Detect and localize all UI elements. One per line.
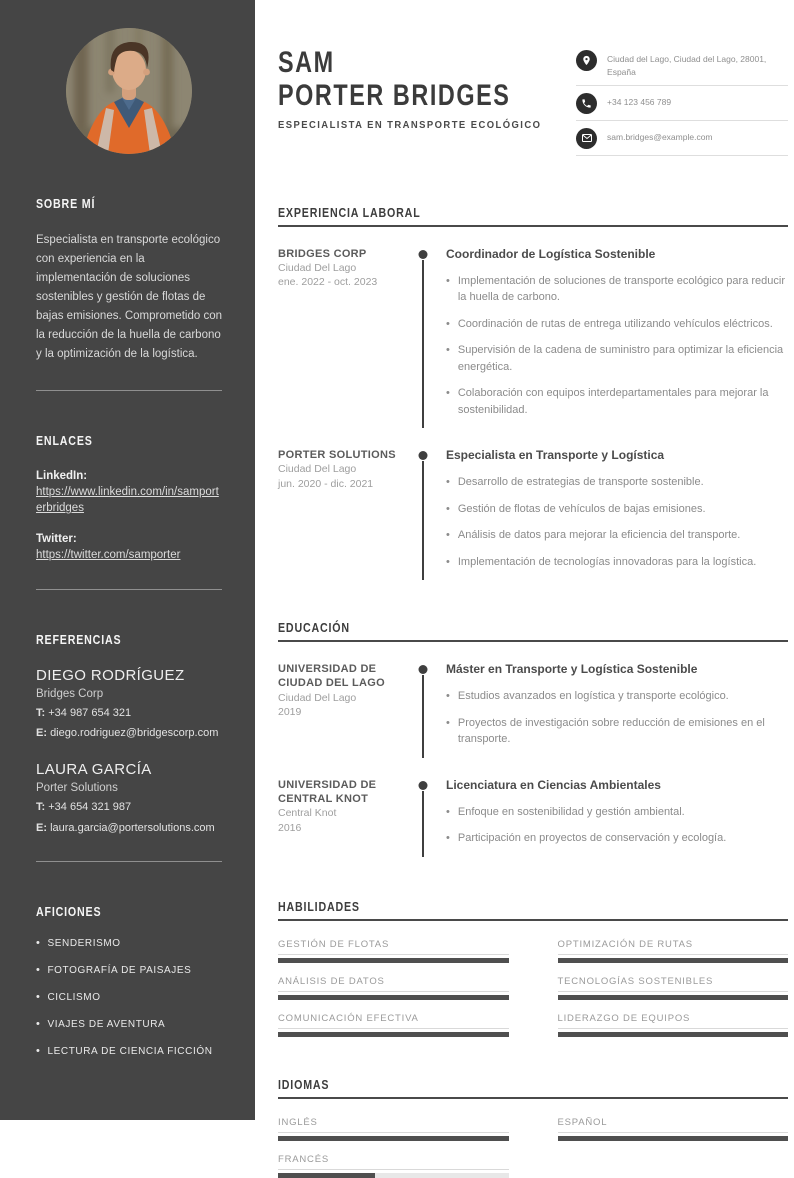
links-heading-text: ENLACES <box>36 432 93 448</box>
language-label: INGLÉS <box>278 1117 509 1133</box>
contact-row-location <box>576 50 788 86</box>
about-heading <box>36 196 222 211</box>
degree-title: Máster en Transporte y Logística Sostenible <box>446 662 698 676</box>
twitter-link[interactable]: https://twitter.com/samporter <box>36 548 181 561</box>
hobbies-heading-text: AFICIONES <box>36 903 102 919</box>
name-block <box>278 46 576 163</box>
reference-company: Porter Solutions <box>36 782 118 795</box>
email-value: diego.rodriguez@bridgescorp.com <box>50 727 219 740</box>
skill-bar-fill <box>558 995 789 1000</box>
skill-bar-fill <box>278 995 509 1000</box>
first-name <box>278 46 576 79</box>
job-bullet <box>446 554 788 571</box>
graduation-year: 2019 <box>278 706 302 719</box>
skill-bar-fill <box>278 958 509 963</box>
degree-bullets <box>446 804 788 847</box>
job-title: Coordinador de Logística Sostenible <box>446 246 656 261</box>
sidebar-divider <box>36 390 222 391</box>
languages-section <box>278 1077 788 1178</box>
language-meter <box>278 1117 509 1141</box>
skill-bar-fill <box>558 958 789 963</box>
timeline-dot-icon <box>419 781 428 790</box>
language-meter <box>278 1154 509 1178</box>
skills-heading-text: HABILIDADES <box>278 898 360 914</box>
sidebar-divider <box>36 861 222 862</box>
last-name <box>278 79 576 112</box>
experience-entry-details <box>431 448 788 580</box>
reference-item <box>36 761 222 836</box>
phone-value: +34 654 321 987 <box>48 801 132 814</box>
twitter-label: Twitter: <box>36 532 77 545</box>
skill-meter <box>278 976 509 1000</box>
timeline <box>415 247 431 429</box>
hobby-item <box>36 964 222 976</box>
avatar <box>66 28 192 154</box>
language-bar-fill <box>278 1136 509 1141</box>
sidebar <box>0 0 255 1120</box>
job-bullet <box>446 474 788 491</box>
hobby-label: • LECTURA DE CIENCIA FICCIÓN <box>47 1045 213 1057</box>
job-subtitle <box>278 119 576 131</box>
hobby-label: • FOTOGRAFÍA DE PAISAJES <box>47 964 192 976</box>
job-bullet <box>446 385 788 418</box>
graduation-year: 2016 <box>278 821 302 834</box>
location-pin-icon <box>576 50 597 71</box>
bullet-text: • Participación en proyectos de conservación y ecología. <box>457 832 727 844</box>
skill-bar-fill <box>558 1032 789 1037</box>
skill-bar <box>558 958 789 963</box>
skill-label: ANÁLISIS DE DATOS <box>278 976 509 992</box>
hobby-label: • CICLISMO <box>47 991 101 1003</box>
linkedin-link[interactable]: https://www.linkedin.com/in/samporterbridges <box>36 485 219 515</box>
company-location: Ciudad Del Lago <box>278 463 357 476</box>
skill-meter <box>558 1013 789 1037</box>
degree-bullet <box>446 804 788 821</box>
education-entry <box>278 758 788 863</box>
language-bar-fill <box>558 1136 789 1141</box>
skills-section-header <box>278 899 788 921</box>
experience-heading-text: EXPERIENCIA LABORAL <box>278 204 421 220</box>
job-bullet <box>446 527 788 544</box>
language-meter <box>558 1117 789 1141</box>
reference-email <box>36 726 222 741</box>
about-heading-text: SOBRE MÍ <box>36 196 96 211</box>
timeline-dot-icon <box>419 250 428 259</box>
bullet-text: • Supervisión de la cadena de suministro para optimizar la eficiencia energética. <box>457 344 784 373</box>
timeline <box>415 448 431 580</box>
bullet-text: • Enfoque en sostenibilidad y gestión ambiental. <box>457 805 685 818</box>
hobby-item <box>36 1045 222 1057</box>
degree-title: Licenciatura en Ciencias Ambientales <box>446 777 661 792</box>
degree-bullet <box>446 830 788 847</box>
timeline-dot-icon <box>419 451 428 460</box>
phone-value: +34 987 654 321 <box>48 706 132 719</box>
education-entry-details <box>431 778 788 857</box>
last-name-text: PORTER BRIDGES <box>278 79 511 112</box>
header <box>278 46 788 163</box>
phone-label: T: <box>36 801 46 814</box>
experience-entry-meta <box>278 247 415 429</box>
job-bullet <box>446 316 788 333</box>
sidebar-divider <box>36 589 222 590</box>
language-bar <box>278 1173 509 1178</box>
hobbies-list <box>36 937 222 1057</box>
first-name-text: SAM <box>278 46 335 79</box>
reference-item <box>36 667 222 742</box>
school-location: Ciudad Del Lago <box>278 691 357 704</box>
hobby-label: • SENDERISMO <box>47 937 121 949</box>
hobby-item <box>36 937 222 949</box>
skill-label: GESTIÓN DE FLOTAS <box>278 939 509 955</box>
experience-section <box>278 205 788 587</box>
employment-dates: jun. 2020 - dic. 2021 <box>278 477 374 490</box>
job-subtitle-text: ESPECIALISTA EN TRANSPORTE ECOLÓGICO <box>278 119 542 131</box>
bullet-text: • Coordinación de rutas de entrega utilizando vehículos eléctricos. <box>457 317 773 330</box>
reference-name: DIEGO RODRÍGUEZ <box>36 666 185 684</box>
education-heading-text: EDUCACIÓN <box>278 620 350 635</box>
job-bullet <box>446 501 788 518</box>
reference-email <box>36 821 222 836</box>
reference-phone <box>36 706 222 721</box>
skills-grid <box>278 939 788 1037</box>
skill-meter <box>278 1013 509 1037</box>
email-label: E: <box>36 727 47 740</box>
language-bar-fill <box>278 1173 375 1178</box>
education-entry-meta <box>278 778 415 857</box>
school-name: UNIVERSIDAD DE CIUDAD DEL LAGO <box>278 663 385 690</box>
hobby-item <box>36 991 222 1003</box>
education-section <box>278 620 788 863</box>
timeline-dot-icon <box>419 665 428 674</box>
bullet-text: • Estudios avanzados en logística y transporte ecológico. <box>457 690 729 702</box>
reference-phone <box>36 800 222 815</box>
education-entry-details <box>431 662 788 758</box>
employment-dates: ene. 2022 - oct. 2023 <box>278 276 378 289</box>
degree-bullet <box>446 715 788 748</box>
bullet-text: • Implementación de tecnologías innovadoras para la logística. <box>457 555 757 568</box>
reference-name: LAURA GARCÍA <box>36 761 152 779</box>
experience-section-header <box>278 205 788 227</box>
phone-icon <box>576 93 597 114</box>
bullet-text: • Implementación de soluciones de transporte ecológico para reducir la huella de carbono. <box>457 274 785 303</box>
school-location: Central Knot <box>278 807 337 820</box>
language-label: ESPAÑOL <box>558 1117 789 1133</box>
experience-entry-meta <box>278 448 415 580</box>
references-heading <box>36 632 222 647</box>
language-label: FRANCÉS <box>278 1154 509 1170</box>
job-bullets <box>446 474 788 570</box>
email-value: laura.garcia@portersolutions.com <box>50 822 215 835</box>
experience-entry <box>278 428 788 586</box>
skill-meter <box>278 939 509 963</box>
contact-row-email <box>576 128 788 156</box>
contact-row-phone <box>576 93 788 121</box>
company-name: BRIDGES CORP <box>278 247 367 260</box>
languages-section-header <box>278 1077 788 1099</box>
phone-label: T: <box>36 706 46 719</box>
linkedin-label: LinkedIn: <box>36 469 88 482</box>
language-bar <box>278 1136 509 1141</box>
hobby-label: • VIAJES DE AVENTURA <box>47 1018 166 1030</box>
skill-label: LIDERAZGO DE EQUIPOS <box>558 1013 789 1029</box>
about-text: Especialista en transporte ecológico con experiencia en la implementación de soluciones sostenibles y gestión de flotas de bajas emisiones. Comprometido con la reducción de la huella de carbono y la optimización de la logística. <box>36 234 223 361</box>
job-title: Especialista en Transporte y Logística <box>446 448 665 462</box>
timeline <box>415 662 431 758</box>
skill-bar <box>558 995 789 1000</box>
bullet-text: • Análisis de datos para mejorar la eficiencia del transporte. <box>457 529 741 541</box>
skill-meter <box>558 939 789 963</box>
contact-email-text: sam.bridges@example.com <box>607 131 713 142</box>
skill-bar <box>278 995 509 1000</box>
skills-section <box>278 899 788 1037</box>
envelope-icon <box>576 128 597 149</box>
skill-bar-fill <box>278 1032 509 1037</box>
company-location: Ciudad Del Lago <box>278 261 357 274</box>
languages-grid <box>278 1117 788 1178</box>
main-column <box>255 0 794 1165</box>
profile-photo-illustration <box>66 28 192 154</box>
bullet-text: • Proyectos de investigación sobre reducción de emisiones en el transporte. <box>457 716 765 745</box>
skill-bar <box>278 958 509 963</box>
references-heading-text: REFERENCIAS <box>36 631 122 647</box>
bullet-text: • Desarrollo de estrategias de transporte sostenible. <box>457 476 704 488</box>
language-bar <box>558 1136 789 1141</box>
skill-bar <box>278 1032 509 1037</box>
school-name: UNIVERSIDAD DE CENTRAL KNOT <box>278 778 377 805</box>
experience-entry <box>278 227 788 429</box>
experience-entry-details <box>431 247 788 429</box>
skill-label: COMUNICACIÓN EFECTIVA <box>278 1013 509 1029</box>
job-bullet <box>446 273 788 306</box>
reference-company: Bridges Corp <box>36 687 104 700</box>
skill-label: OPTIMIZACIÓN DE RUTAS <box>558 939 789 955</box>
bullet-text: • Colaboración con equipos interdepartamentales para mejorar la sostenibilidad. <box>457 387 769 416</box>
skill-meter <box>558 976 789 1000</box>
job-bullet <box>446 342 788 375</box>
degree-bullet <box>446 688 788 705</box>
hobbies-heading <box>36 904 222 919</box>
job-bullets <box>446 273 788 419</box>
hobby-item <box>36 1018 222 1030</box>
contact-location-text: Ciudad del Lago, Ciudad del Lago, 28001, España <box>607 54 767 77</box>
contact-phone-text: +34 123 456 789 <box>607 96 672 107</box>
company-name: PORTER SOLUTIONS <box>278 449 396 461</box>
email-label: E: <box>36 822 47 835</box>
timeline <box>415 778 431 857</box>
education-entry <box>278 642 788 758</box>
education-entry-meta <box>278 662 415 758</box>
skill-bar <box>558 1032 789 1037</box>
degree-bullets <box>446 688 788 748</box>
links-heading <box>36 433 222 448</box>
bullet-text: • Gestión de flotas de vehículos de bajas emisiones. <box>457 502 706 515</box>
skill-label: TECNOLOGÍAS SOSTENIBLES <box>558 976 789 992</box>
education-section-header <box>278 620 788 642</box>
contact-block <box>576 46 788 163</box>
languages-heading-text: IDIOMAS <box>278 1076 330 1092</box>
